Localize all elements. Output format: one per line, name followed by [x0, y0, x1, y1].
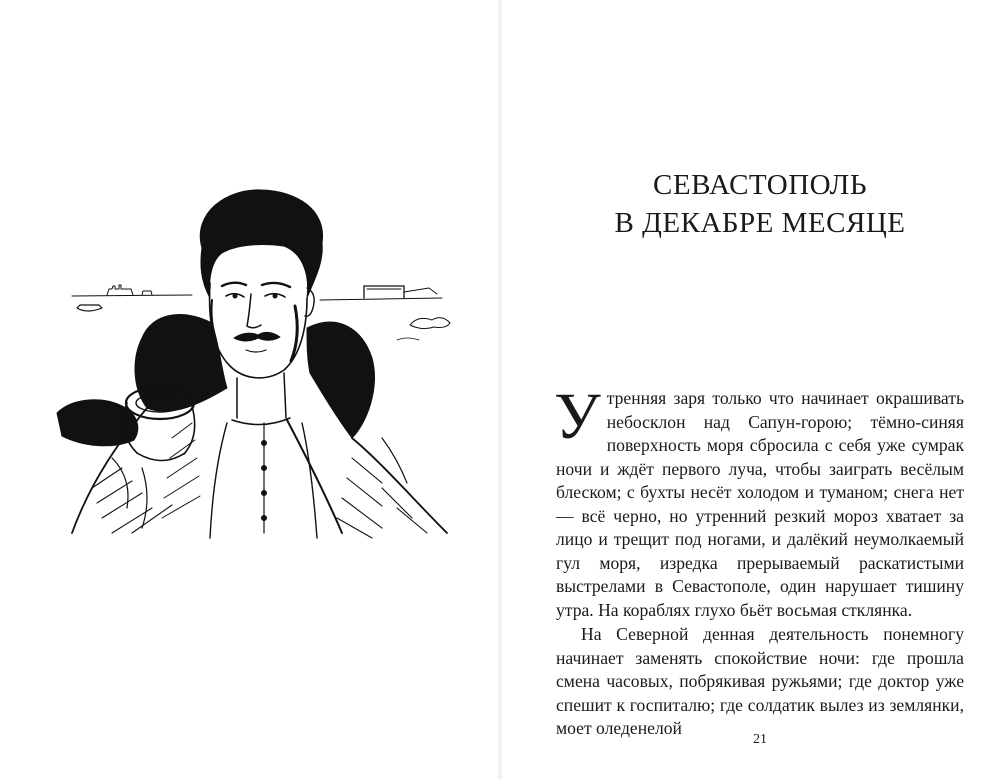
- page-number: 21: [753, 732, 767, 747]
- paragraph-1-text: тренняя заря только что начинает окрашивать небосклон над Сапун-горою; тёмно-синяя поверхность моря сбросила с себя уже сумрак ночи и ждёт первого луча, чтобы заиграть весёлым блеском; с бухты несёт холодом и туманом; снега нет — всё черно, но утренний резкий мороз хватает за лицо и трещит под ногами, и далёкий неумолкаемый гул моря, изредка прерываемый раскатистыми выстрелами в Севастополе, один нарушает тишину утра. На кораблях глухо бьёт восьмая стклянка.: [556, 388, 964, 620]
- paragraph-2: На Северной денная деятельность понемногу начинает заменять спокойствие ночи: где прошла смена часовых, побрякивая ружьями; где доктор уже спешит к госпиталю; где солдатик вылез из землянки, моет оледенелой: [556, 624, 964, 738]
- paragraph-1: [554, 380, 964, 622]
- chapter-title-line-2: В ДЕКАБРЕ МЕСЯЦЕ: [614, 207, 906, 239]
- drop-cap: У: [554, 380, 601, 453]
- chapter-title: [560, 166, 960, 242]
- chapter-title-line-1: СЕВАСТОПОЛЬ: [653, 169, 867, 201]
- portrait-illustration: [52, 188, 462, 543]
- portrait-illustration-icon: [52, 188, 462, 543]
- chapter-body-text: [554, 380, 964, 741]
- page-gutter: [498, 0, 502, 779]
